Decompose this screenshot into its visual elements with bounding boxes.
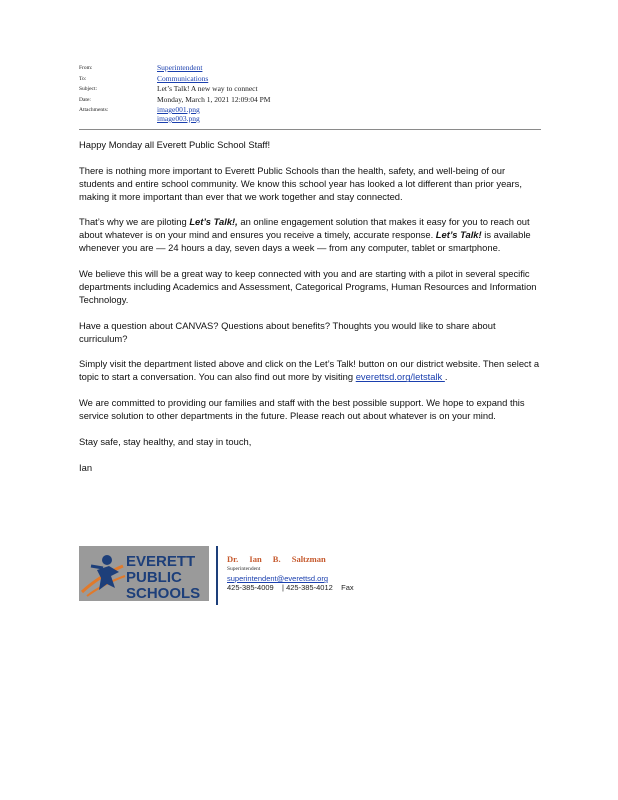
email-body: [79, 138, 541, 486]
signature-name: Dr. Ian B. Saltzman: [227, 554, 326, 564]
greeting: Happy Monday all Everett Public School Staff!: [79, 139, 271, 150]
signature-divider: [216, 546, 218, 605]
logo-word-everett: EVERETT: [126, 553, 196, 570]
email-header: [79, 63, 549, 123]
signoff-name: Ian: [79, 461, 93, 473]
signature-block: [227, 554, 354, 593]
paragraph-commitment: We are committed to providing our families and staff with the best possible support. We hope to expand this service solution to other departments in the future. Please reach out about whatever is on your mind.: [79, 397, 525, 422]
text: That’s why we are piloting: [79, 216, 190, 228]
date-label: Date:: [79, 96, 91, 103]
subject-label: Subject:: [79, 86, 98, 92]
to-value[interactable]: Communications: [157, 73, 209, 83]
attachments-label: Attachments:: [79, 107, 109, 113]
paragraph-instructions: [79, 357, 541, 383]
attachment-link[interactable]: image001.png: [157, 105, 200, 114]
subject-value: Let’s Talk! A new way to connect: [157, 84, 258, 93]
signature-title: Superintendent: [227, 566, 261, 572]
everett-public-schools-logo: [79, 546, 209, 601]
text: Simply visit the department listed above and click on the Let’s Talk! button on our district website. Then select a topic to start a conversation. You can also find out more by visiting: [79, 358, 540, 383]
text: an online engagement solution that makes it easy for you to reach out about whatever is on your mind and ensures you receive a timely, accurate response.: [79, 216, 530, 241]
from-value[interactable]: Superintendent: [157, 63, 203, 72]
paragraph-pilot: [79, 215, 541, 254]
subject-row: [79, 84, 549, 95]
to-row: [79, 74, 549, 85]
header-divider: [79, 129, 541, 130]
paragraph-intro: There is nothing more important to Everett Public Schools than the health, safety, and well-being of our students and entire school community. We know this school year has looked a lot different than prior years, making it more important than ever that we work together and stay connected.: [79, 164, 522, 202]
date-row: [79, 95, 549, 106]
signature-email-link[interactable]: superintendent@everettsd.org: [227, 574, 329, 583]
to-label: To:: [79, 75, 87, 82]
logo-word-schools: SCHOOLS: [126, 585, 201, 601]
letstalk-link[interactable]: everettsd.org/letstalk: [355, 371, 445, 383]
closing: Stay safe, stay healthy, and stay in touch,: [79, 435, 252, 447]
attachments-list: [157, 105, 200, 123]
paragraph-questions: Have a question about CANVAS? Questions about benefits? Thoughts you would like to share about curriculum?: [79, 319, 496, 344]
attachment-link[interactable]: image003.png: [157, 114, 200, 123]
signature-phones: 425-385-4009 | 425-385-4012 Fax: [227, 583, 354, 592]
paragraph-departments: We believe this will be a great way to keep connected with you and are starting with a pilot in several specific departments including Academics and Assessment, Categorical Programs, Human Resources and Information Technology.: [79, 268, 537, 306]
text: .: [444, 371, 448, 383]
from-label: From:: [79, 65, 93, 71]
logo-word-public: PUBLIC: [126, 569, 182, 586]
lets-talk-emphasis: Let’s Talk!,: [189, 216, 238, 228]
text: is available whenever you are — 24 hours a day, seven days a week — from any computer, tablet or smartphone.: [79, 229, 531, 254]
from-row: [79, 63, 549, 74]
date-value: Monday, March 1, 2021 12:09:04 PM: [157, 94, 271, 104]
lets-talk-emphasis: Let’s Talk!: [435, 229, 482, 241]
attachments-row: [79, 105, 549, 123]
